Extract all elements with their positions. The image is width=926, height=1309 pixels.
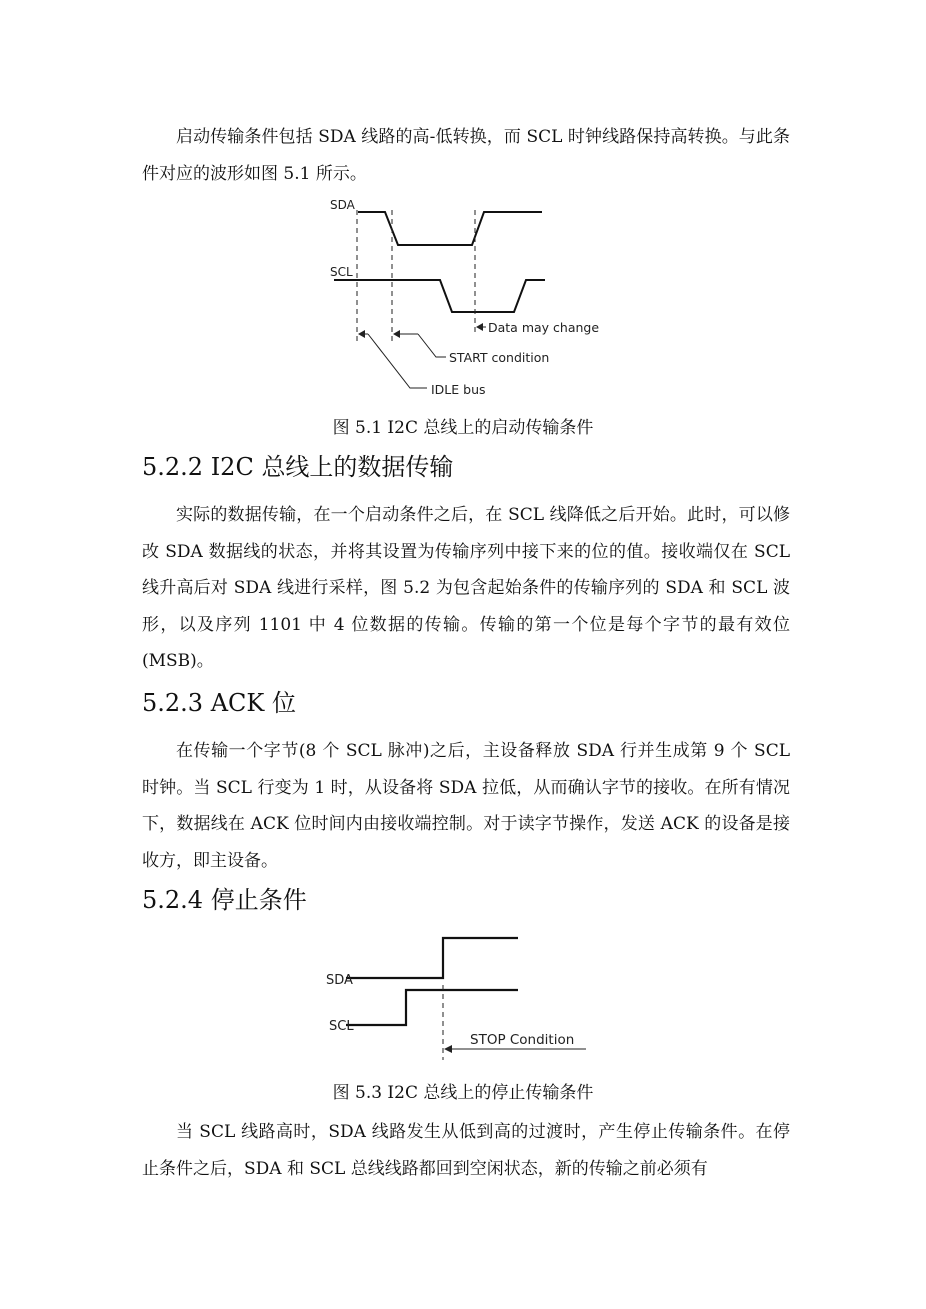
- section-5-2-2-paragraph: 实际的数据传输，在一个启动条件之后，在 SCL 线降低之后开始。此时，可以修改 SDA 数据线的状态，并将其设置为传输序列中接下来的位的值。接收端仅在 SCL 线升高后对 SDA 线进行采样，图 5.2 为包含起始条件的传输序列的 SDA 和 SCL 波形，以及序列 1101 中 4 位数据的传输。传输的第一个位是每个字节的最有效位(MSB)。: [142, 505, 790, 671]
- fig1-scl-label: SCL: [330, 265, 353, 279]
- fig3-scl-waveform: [346, 990, 518, 1025]
- section-5-2-3-heading: 5.2.3 ACK 位: [142, 689, 296, 717]
- figure-5-1-caption: 图 5.1 I2C 总线上的启动传输条件: [332, 418, 594, 438]
- fig1-idle-arrowhead: [358, 330, 365, 338]
- fig1-data-arrowhead: [476, 323, 483, 331]
- fig1-start-condition-label: START condition: [449, 350, 550, 365]
- fig1-start-arrowhead: [393, 330, 400, 338]
- section-5-2-4-paragraph: 当 SCL 线路高时，SDA 线路发生从低到高的过渡时，产生停止传输条件。在停止条件之后，SDA 和 SCL 总线线路都回到空闲状态，新的传输之前必须有: [142, 1122, 790, 1179]
- intro-paragraph: 启动传输条件包括 SDA 线路的高-低转换，而 SCL 时钟线路保持高转换。与此条件对应的波形如图 5.1 所示。: [142, 127, 790, 184]
- fig1-sda-waveform: [358, 212, 542, 245]
- fig3-stop-arrowhead: [444, 1045, 452, 1053]
- section-5-2-2-heading: 5.2.2 I2C 总线上的数据传输: [142, 453, 454, 481]
- section-5-2-3-paragraph: 在传输一个字节(8 个 SCL 脉冲)之后，主设备释放 SDA 行并生成第 9 个 SCL 时钟。当 SCL 行变为 1 时，从设备将 SDA 拉低，从而确认字节的接收。在所有情况下，数据线在 ACK 位时间内由接收端控制。对于读字节操作，发送 ACK 的设备是接收方，即主设备。: [142, 741, 790, 871]
- figure-5-3-caption: 图 5.3 I2C 总线上的停止传输条件: [332, 1083, 594, 1103]
- fig3-sda-label: SDA: [326, 973, 353, 988]
- fig1-idle-bus-label: IDLE bus: [431, 382, 486, 397]
- fig3-stop-condition-label: STOP Condition: [470, 1032, 575, 1048]
- fig1-data-may-change-label: Data may change: [488, 320, 600, 335]
- fig1-scl-waveform: [334, 280, 545, 312]
- fig3-scl-label: SCL: [329, 1019, 354, 1034]
- fig1-sda-label: SDA: [330, 198, 355, 212]
- fig3-sda-waveform: [346, 938, 518, 978]
- section-5-2-4-heading: 5.2.4 停止条件: [142, 886, 307, 914]
